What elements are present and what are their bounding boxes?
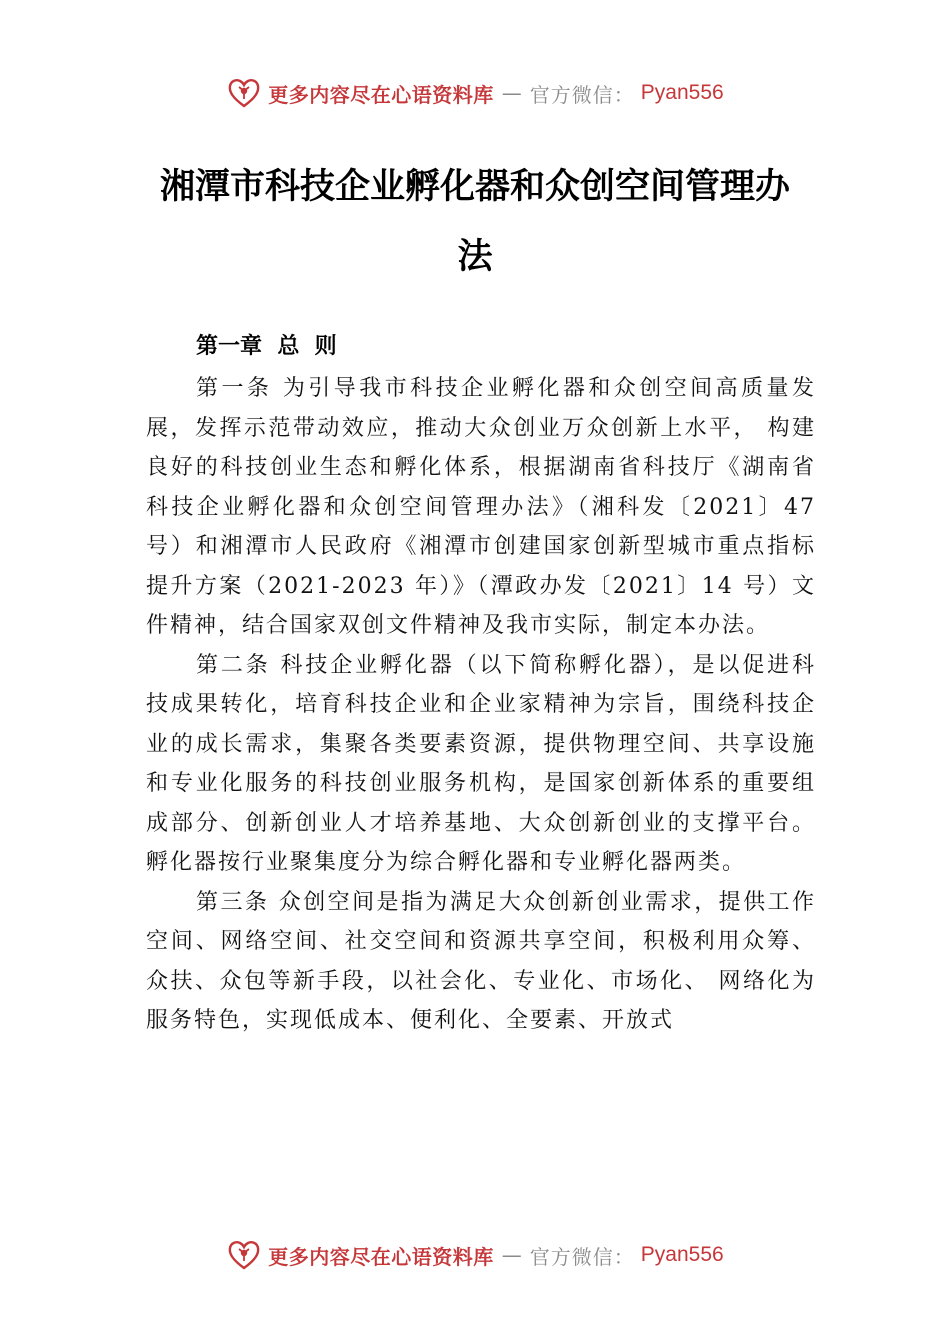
watermark-dash: —	[501, 1243, 522, 1267]
chapter-heading: 第一章 总 则	[196, 334, 337, 359]
watermark-wechat-id: Pyan556	[640, 81, 724, 104]
article-2: 第二条 科技企业孵化器（以下简称孵化器），是以促进科技成果转化，培育科技企业和企业家精神为宗旨，围绕科技企业的成长需求，集聚各类要素资源，提供物理空间、共享设施和专业化服务的科技创业服务机构，是国家创新体系的重要组成部分、创新创业人才培养基地、大众创新创业的支撑平台。孵化器按行业聚集度分为综合孵化器和专业孵化器两类。	[146, 652, 816, 875]
watermark-text: 更多内容尽在心语资料库	[268, 1244, 494, 1269]
watermark-banner-bottom	[0, 1233, 950, 1277]
article-3: 第三条 众创空间是指为满足大众创新创业需求，提供工作空间、网络空间、社交空间和资源共享空间，积极利用众筹、众扶、众包等新手段，以社会化、专业化、市场化、 网络化为服务特色，实现低成本、便利化、全要素、开放式	[146, 889, 816, 1033]
heart-flower-logo-icon	[226, 75, 262, 111]
heart-flower-logo-icon	[226, 1237, 262, 1273]
document-body	[146, 325, 816, 1041]
watermark-wechat-label: 官方微信：	[529, 82, 635, 107]
watermark-wechat-id: Pyan556	[640, 1243, 724, 1266]
watermark-banner-top	[0, 71, 950, 115]
watermark-text: 更多内容尽在心语资料库	[268, 82, 494, 107]
article-1: 第一条 为引导我市科技企业孵化器和众创空间高质量发展，发挥示范带动效应，推动大众创业万众创新上水平， 构建良好的科技创业生态和孵化体系，根据湖南省科技厅《湖南省科技企业孵化器和众创空间管理办法》（湘科发〔2021〕47 号）和湘潭市人民政府《湘潭市创建国家创新型城市重点指标提升方案（2021-2023 年）》（潭政办发〔2021〕14 号）文件精神，结合国家双创文件精神及我市实际，制定本办法。	[146, 376, 816, 638]
watermark-wechat-label: 官方微信：	[529, 1244, 635, 1269]
document-title: 湘潭市科技企业孵化器和众创空间管理办法	[159, 166, 790, 277]
watermark-dash: —	[501, 81, 522, 105]
